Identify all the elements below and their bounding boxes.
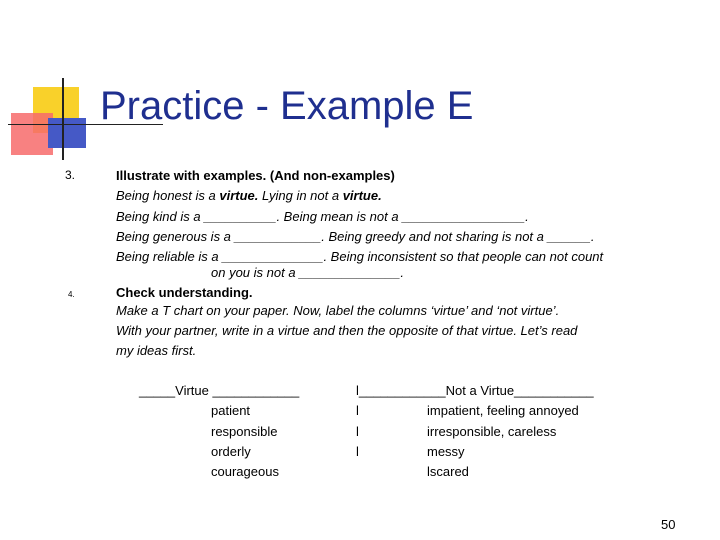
page-number: 50: [661, 517, 676, 532]
decor-vertical-line: [62, 78, 64, 160]
example-text: Lying in not a: [258, 188, 343, 203]
tchart-virtue-item: orderly: [211, 444, 251, 459]
example-line-honest: [116, 189, 382, 202]
virtue-word: virtue.: [342, 188, 382, 203]
example-line-reliable-cont: on you is not a ______________.: [211, 265, 405, 280]
tchart-divider: l: [356, 403, 359, 418]
instruction-tchart: Make a T chart on your paper. Now, label the columns ‘virtue’ and ‘not virtue’.: [116, 303, 560, 318]
slide-title: Practice - Example E: [100, 84, 474, 128]
virtue-word: virtue.: [219, 188, 259, 203]
example-text: Being honest is a: [116, 188, 220, 203]
instruction-partner: With your partner, write in a virtue and then the opposite of that virtue. Let’s read: [116, 323, 578, 338]
tchart-virtue-item: patient: [211, 403, 251, 418]
example-line-generous: Being generous is a ____________. Being greedy and not sharing is not a ______.: [116, 229, 595, 244]
tchart-virtue-item: courageous: [211, 464, 279, 479]
instruction-heading: Illustrate with examples. (And non-examples): [116, 168, 395, 183]
decor-blue-square: [48, 118, 86, 148]
tchart-not-virtue-header: l____________Not a Virtue___________: [356, 383, 594, 398]
item-number-3: 3.: [65, 168, 76, 182]
tchart-not-virtue-item: irresponsible, careless: [427, 424, 557, 439]
tchart-virtue-header: _____Virtue ____________: [139, 383, 300, 398]
instruction-read: my ideas first.: [116, 343, 197, 358]
tchart-divider: l: [356, 444, 359, 459]
decor-red-square: [11, 113, 53, 155]
tchart-not-virtue-item: lscared: [427, 464, 469, 479]
tchart-not-virtue-item: impatient, feeling annoyed: [427, 403, 579, 418]
item-number-4: 4.: [68, 290, 75, 299]
tchart-virtue-item: responsible: [211, 424, 278, 439]
tchart-not-virtue-item: messy: [427, 444, 465, 459]
tchart-divider: l: [356, 424, 359, 439]
example-line-kind: Being kind is a __________. Being mean is not a _________________.: [116, 209, 529, 224]
check-heading: Check understanding.: [116, 285, 253, 300]
example-line-reliable: Being reliable is a ______________. Being inconsistent so that people can not count: [116, 249, 604, 264]
